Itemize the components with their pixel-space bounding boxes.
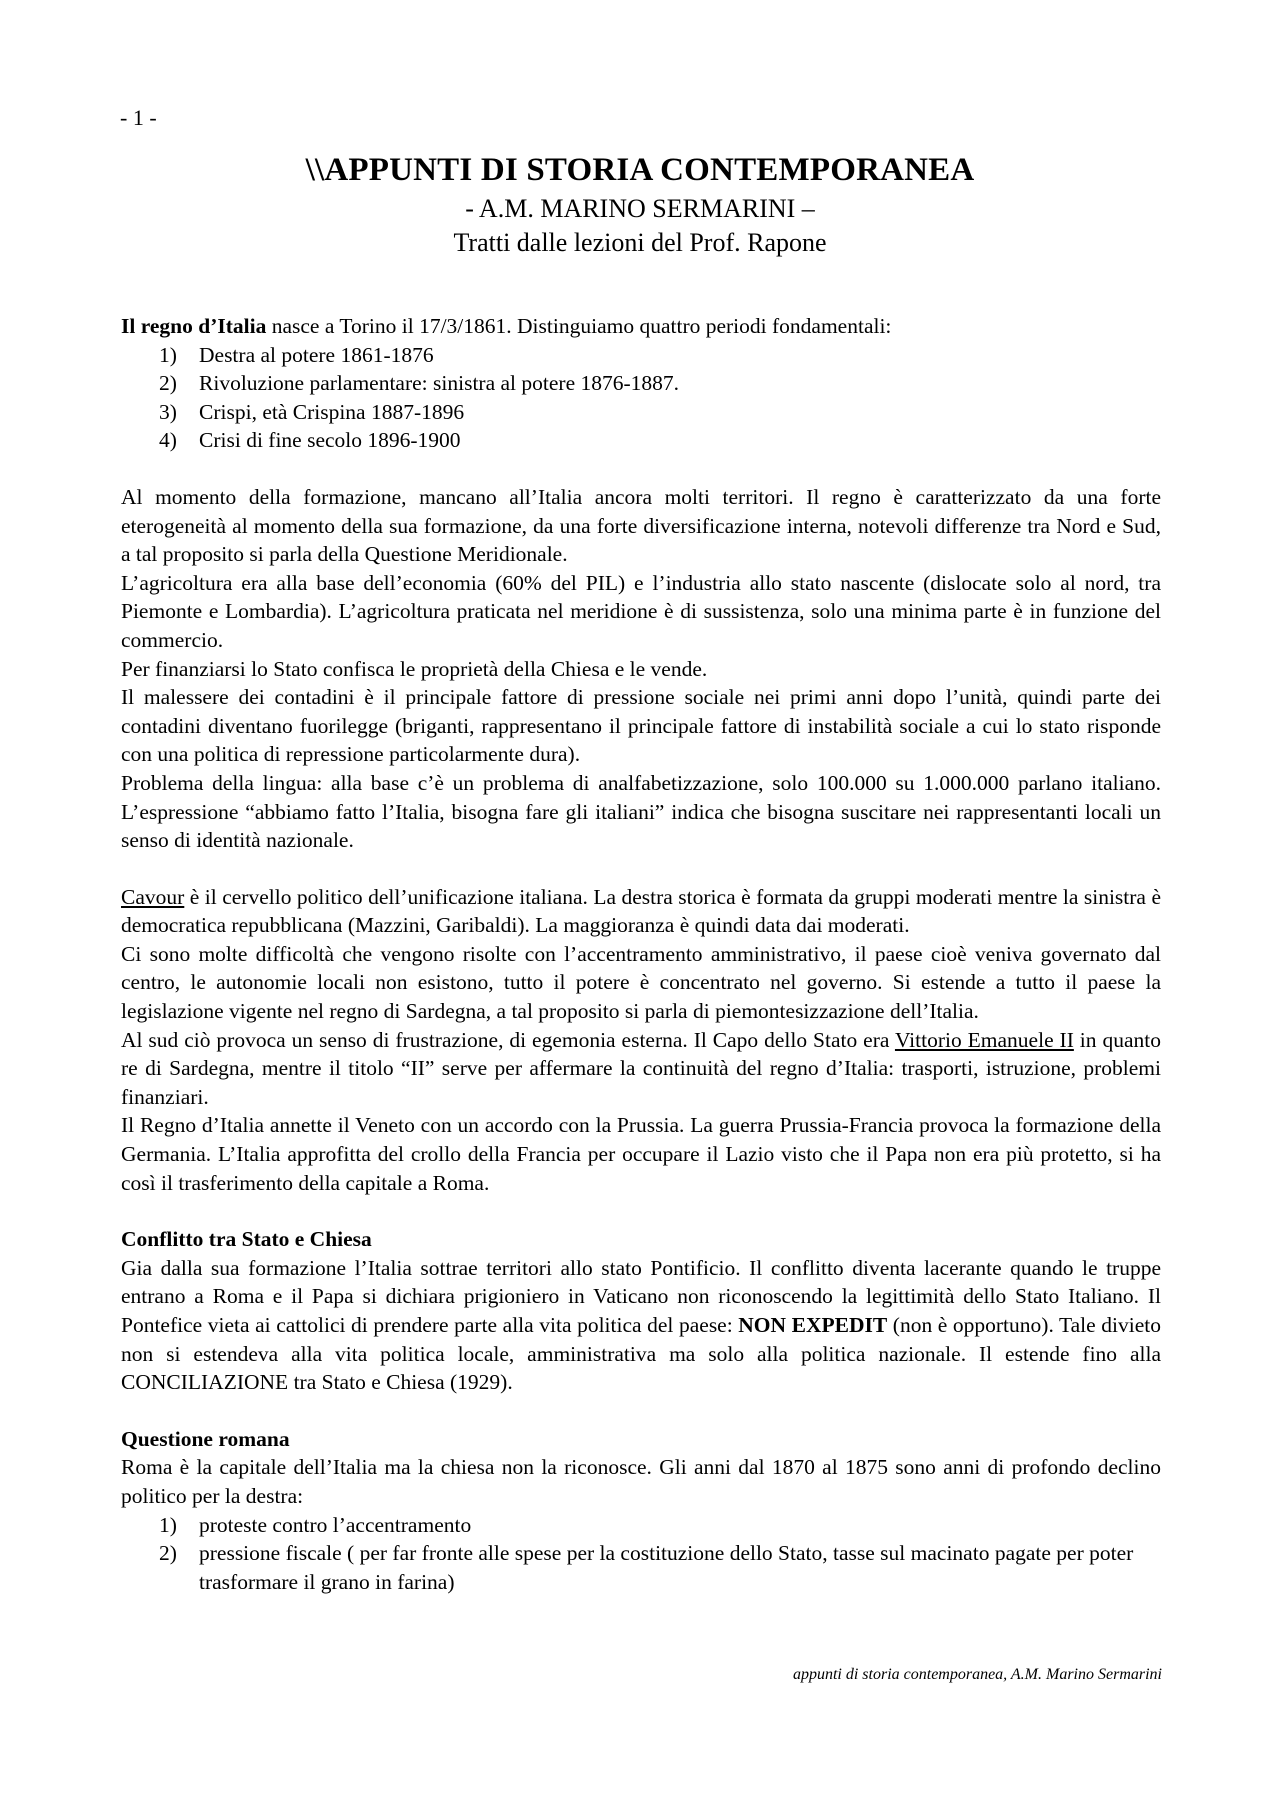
intro-paragraph <box>121 312 1161 341</box>
list-item-text: proteste contro l’accentramento <box>199 1512 472 1537</box>
paragraph: Problema della lingua: alla base c’è un problema di analfabetizzazione, solo 100.000 su 1.000.000 parlano italiano. L’espressione “abbiamo fatto l’Italia, bisogna fare gli italiani” indica che bisogna suscitare nei rappresentanti locali un senso di identità nazionale. <box>121 770 1161 853</box>
list-item-number: 2) <box>159 371 177 396</box>
paragraph: Il Regno d’Italia annette il Veneto con un accordo con la Prussia. La guerra Prussia-Francia provoca la formazione della Germania. L’Italia approfitta del crollo della Francia per occupare il Lazio visto che il Papa non era più protetto, si ha così il trasferimento della capitale a Roma. <box>121 1113 1161 1195</box>
paragraph: Ci sono molte difficoltà che vengono risolte con l’accentramento amministrativo, il paese cioè veniva governato dal centro, le autonomie locali non esistono, tutto il potere è concentrato nel governo. Si estende a tutto il paese la legislazione vigente nel regno di Sardegna, a tal proposito si parla di piemontesizzazione dell’Italia. <box>121 941 1161 1024</box>
list-item <box>121 341 1161 370</box>
paragraph-gap <box>121 455 1161 483</box>
list-item-number: 3) <box>159 399 177 424</box>
list-item-text: Destra al potere 1861-1876 <box>199 342 434 367</box>
list-item-text: Rivoluzione parlamentare: sinistra al potere 1876-1887. <box>199 371 680 396</box>
list-item <box>121 1511 1161 1540</box>
paragraph: L’agricoltura era alla base dell’economia (60% del PIL) e l’industria allo stato nascente (dislocate solo al nord, tra Piemonte e Lombardia). L’agricoltura praticata nel meridione è di sussistenza, solo una minima parte è in funzione del commercio. <box>121 570 1161 652</box>
cavour-paragraph <box>121 883 1161 940</box>
roman-question-list <box>121 1511 1161 1597</box>
document-title: \\APPUNTI DI STORIA CONTEMPORANEA <box>305 152 975 188</box>
intro-bold-term: Il regno d’Italia <box>121 314 267 338</box>
non-expedit-term: NON EXPEDIT <box>738 1313 888 1337</box>
section-heading-conflict: Conflitto tra Stato e Chiesa <box>121 1227 372 1252</box>
paragraph-gap <box>121 855 1161 883</box>
list-item <box>121 1539 1161 1596</box>
roman-question-paragraph: Roma è la capitale dell’Italia ma la chiesa non la riconosce. Gli anni dal 1870 al 1875 sono anni di profondo declino politico per la destra: <box>121 1455 1161 1508</box>
paragraph-gap <box>121 1397 1161 1425</box>
list-item <box>121 369 1161 398</box>
paragraph: Il malessere dei contadini è il principale fattore di pressione sociale nei primi anni dopo l’unità, quindi parte dei contadini diventano fuorilegge (briganti, rappresentano il principale fattore di instabilità sociale a cui lo stato risponde con una politica di repressione particolarmente dura). <box>121 685 1161 767</box>
conflict-paragraph <box>121 1254 1161 1397</box>
page-number: - 1 - <box>120 105 157 130</box>
conflict-text-after: (non è opportuno). Tale divieto non si estendeva alla vita politica locale, amministrativa ma solo alla politica nazionale. Il estende fino alla CONCILIAZIONE tra Stato e Chiesa (1929). <box>121 1313 1161 1395</box>
list-item-text: Crisi di fine secolo 1896-1900 <box>199 428 461 453</box>
document-subtitle: Tratti dalle lezioni del Prof. Rapone <box>453 228 827 257</box>
intro-text: nasce a Torino il 17/3/1861. Distinguiamo quattro periodi fondamentali: <box>266 314 892 338</box>
king-text-before: Al sud ciò provoca un senso di frustrazione, di egemonia esterna. Il Capo dello Stato era <box>121 1027 895 1052</box>
king-name: Vittorio Emanuele II <box>894 1027 1074 1052</box>
document-body <box>121 312 1161 1596</box>
document-author: - A.M. MARINO SERMARINI – <box>465 194 815 223</box>
list-item-number: 1) <box>159 342 177 367</box>
list-item-number: 4) <box>159 428 177 453</box>
paragraph: Al momento della formazione, mancano all’Italia ancora molti territori. Il regno è caratterizzato da una forte eterogeneità al momento della sua formazione, da una forte diversificazione interna, notevoli differenze tra Nord e Sud, a tal proposito si parla della Questione Meridionale. <box>121 484 1161 567</box>
list-item-text: pressione fiscale ( per far fronte alle spese per la costituzione dello Stato, tasse sul macinato pagate per poter trasformare il grano in farina) <box>199 1541 1134 1594</box>
cavour-text: è il cervello politico dell’unificazione italiana. La destra storica è formata da gruppi moderati mentre la sinistra è democratica repubblicana (Mazzini, Garibaldi). La maggioranza è quindi data dai moderati. <box>121 884 1161 938</box>
paragraph: Per finanziarsi lo Stato confisca le proprietà della Chiesa e le vende. <box>121 656 708 681</box>
king-paragraph <box>121 1026 1161 1112</box>
page-footer: appunti di storia contemporanea, A.M. Marino Sermarini <box>792 1666 1162 1683</box>
cavour-link-text: Cavour <box>121 884 185 909</box>
list-item-number: 2) <box>159 1541 177 1566</box>
conflict-text-before: Gia dalla sua formazione l’Italia sottrae territori allo stato Pontificio. Il conflitto diventa lacerante quando le truppe entrano a Roma e il Papa si dichiara prigioniero in Vaticano non riconoscendo la legittimità dello Stato Italiano. Il Pontefice vieta ai cattolici di prendere parte alla vita politica del paese: <box>121 1255 1161 1337</box>
list-item <box>121 426 1161 455</box>
list-item-text: Crispi, età Crispina 1887-1896 <box>199 399 465 424</box>
list-item <box>121 398 1161 427</box>
king-text-after: in quanto re di Sardegna, mentre il titolo “II” serve per affermare la continuità del regno d’Italia: trasporti, istruzione, problemi finanziari. <box>121 1027 1161 1109</box>
periods-list <box>121 341 1161 455</box>
section-heading-roman-question: Questione romana <box>121 1426 290 1451</box>
paragraph-gap <box>121 1197 1161 1225</box>
list-item-number: 1) <box>159 1512 177 1537</box>
